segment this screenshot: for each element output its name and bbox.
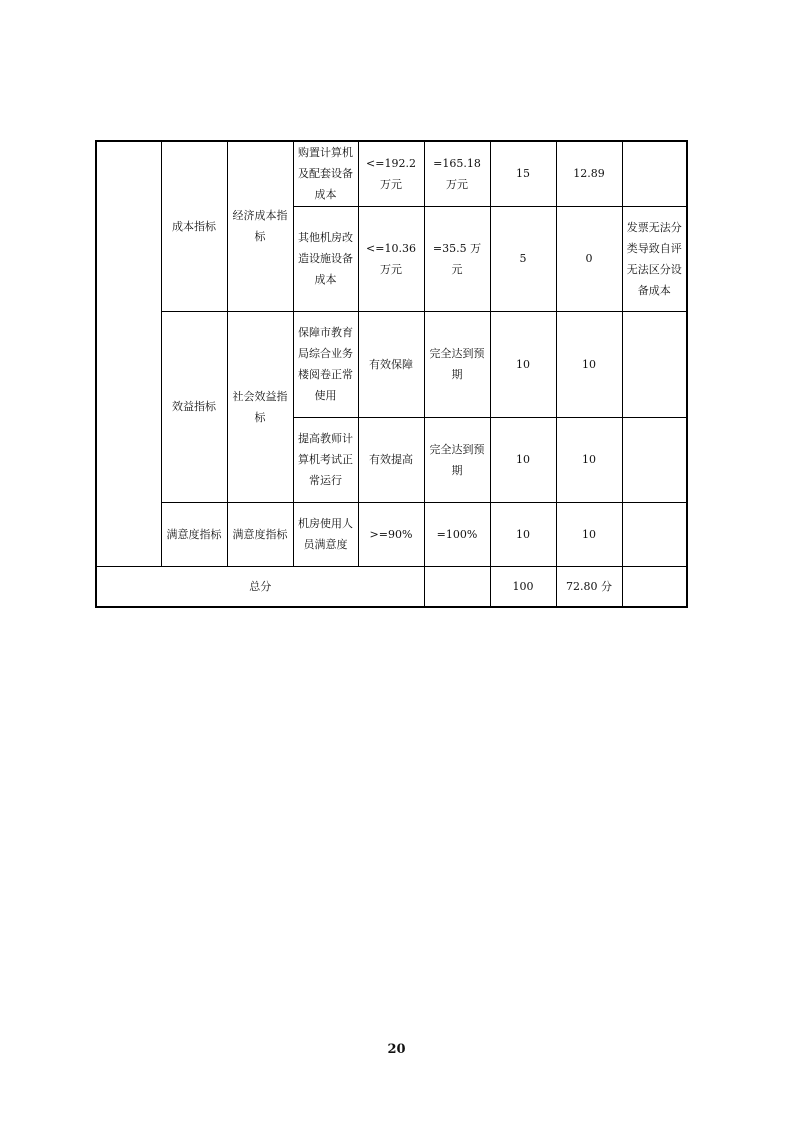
- table-row: [96, 502, 687, 566]
- score-cell: 12.89: [556, 141, 622, 206]
- score-cell: 10: [556, 502, 622, 566]
- actual-cell: =35.5 万元: [424, 206, 490, 311]
- subcategory-cell: 经济成本指标: [227, 141, 293, 311]
- weight-cell: 10: [490, 417, 556, 502]
- indicator-cell: 提高教师计算机考试正常运行: [293, 417, 358, 502]
- actual-cell: 完全达到预期: [424, 311, 490, 417]
- category-cell: 效益指标: [161, 311, 227, 502]
- note-cell: [622, 502, 687, 566]
- indicator-cell: 机房使用人员满意度: [293, 502, 358, 566]
- target-cell: >=90%: [358, 502, 424, 566]
- weight-cell: 10: [490, 311, 556, 417]
- actual-cell: =165.18 万元: [424, 141, 490, 206]
- actual-cell: =100%: [424, 502, 490, 566]
- target-cell: <=192.2 万元: [358, 141, 424, 206]
- total-note-cell: [622, 566, 687, 607]
- table-row: [96, 311, 687, 417]
- category-cell: 成本指标: [161, 141, 227, 311]
- category-cell: 满意度指标: [161, 502, 227, 566]
- score-cell: 10: [556, 417, 622, 502]
- indicator-cell: 购置计算机及配套设备成本: [293, 141, 358, 206]
- note-cell: [622, 311, 687, 417]
- performance-table: [95, 140, 688, 608]
- total-row: [96, 566, 687, 607]
- total-weight-cell: 100: [490, 566, 556, 607]
- weight-cell: 5: [490, 206, 556, 311]
- score-cell: 10: [556, 311, 622, 417]
- subcategory-cell: 社会效益指标: [227, 311, 293, 502]
- total-label: 总分: [96, 566, 424, 607]
- target-cell: 有效保障: [358, 311, 424, 417]
- score-cell: 0: [556, 206, 622, 311]
- indicator-cell: 保障市教育局综合业务楼阅卷正常使用: [293, 311, 358, 417]
- outer-blank-cell: [96, 141, 161, 566]
- target-cell: <=10.36 万元: [358, 206, 424, 311]
- table-row: [96, 141, 687, 206]
- note-cell: [622, 417, 687, 502]
- total-score-cell: 72.80 分: [556, 566, 622, 607]
- subcategory-cell: 满意度指标: [227, 502, 293, 566]
- total-actual-cell: [424, 566, 490, 607]
- page-number: 20: [387, 1042, 406, 1057]
- indicator-cell: 其他机房改造设施设备成本: [293, 206, 358, 311]
- weight-cell: 15: [490, 141, 556, 206]
- note-cell: 发票无法分类导致自评无法区分设备成本: [622, 206, 687, 311]
- target-cell: 有效提高: [358, 417, 424, 502]
- actual-cell: 完全达到预期: [424, 417, 490, 502]
- note-cell: [622, 141, 687, 206]
- weight-cell: 10: [490, 502, 556, 566]
